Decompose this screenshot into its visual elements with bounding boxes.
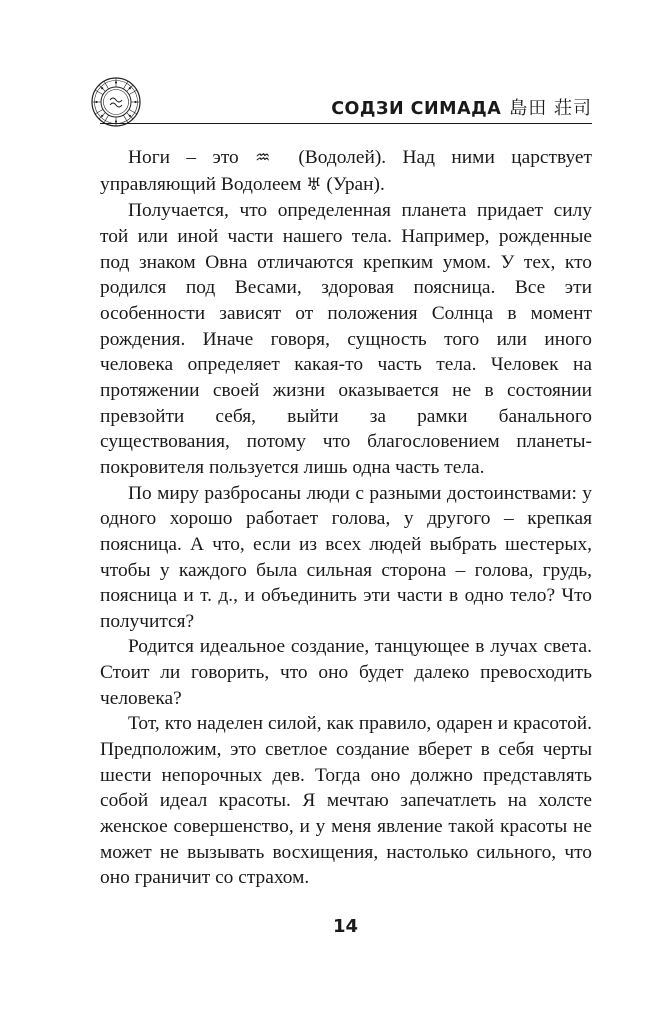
page-number: 14 xyxy=(332,916,359,937)
paragraph-1 xyxy=(100,145,592,198)
running-header xyxy=(100,94,592,124)
paragraph-2: Получается, что определенная планета придает силу той или иной части нашего тела. Например, рожденные под знаком Овна отличаются крепким умом. У тех, кто родился под Весами, здоровая поясница. Все эти особенности зависят от положения Солнца в момент рождения. Иначе говоря, сущность того или иного человека определяет какая-то часть тела. Человек на протяжении своей жизни оказывается не в состоянии превзойти себя, выйти за рамки банального существования, потому что благословением планеты-покровителя пользуется лишь одна часть тела. xyxy=(100,200,592,478)
paragraph-5: Тот, кто наделен силой, как правило, одарен и красотой. Предположим, это светлое создание вберет в себя черты шести непорочных дев. Тогда оно должно представлять собой идеал красоты. Я мечтаю запечатлеть на холсте женское совершенство, и у меня явление такой красоты не может не вызывать восхищения, настолько сильного, что оно граничит со страхом. xyxy=(100,713,592,889)
paragraph-1-text-end: (Уран). xyxy=(321,173,385,195)
paragraph-3: По миру разбросаны люди с разными достоинствами: у одного хорошо работает голова, у другого – крепкая поясница. А что, если из всех людей выбрать шестерых, чтобы у каждого была сильная сторона – голова, грудь, поясница и т. д., и объединить эти части в одно тело? Что получится? xyxy=(100,482,592,632)
paragraph-1-text-middle: (Водолей). Над ними царствует управляющий Водолеем xyxy=(100,147,592,195)
paragraph-4: Родится идеальное создание, танцующее в лучах света. Стоит ли говорить, что оно будет далеко превосходить человека? xyxy=(100,636,592,709)
author-name-japanese: 島田 荘司 xyxy=(509,98,592,119)
uranus-symbol-icon: ♅ xyxy=(306,174,322,195)
header-rule xyxy=(100,123,592,124)
aquarius-sign-icon: ♒ xyxy=(255,148,282,168)
author-name: СОДЗИ СИМАДА xyxy=(331,99,502,119)
paragraph-1-text-start: Ноги – это xyxy=(128,147,256,168)
main-text xyxy=(100,145,592,891)
